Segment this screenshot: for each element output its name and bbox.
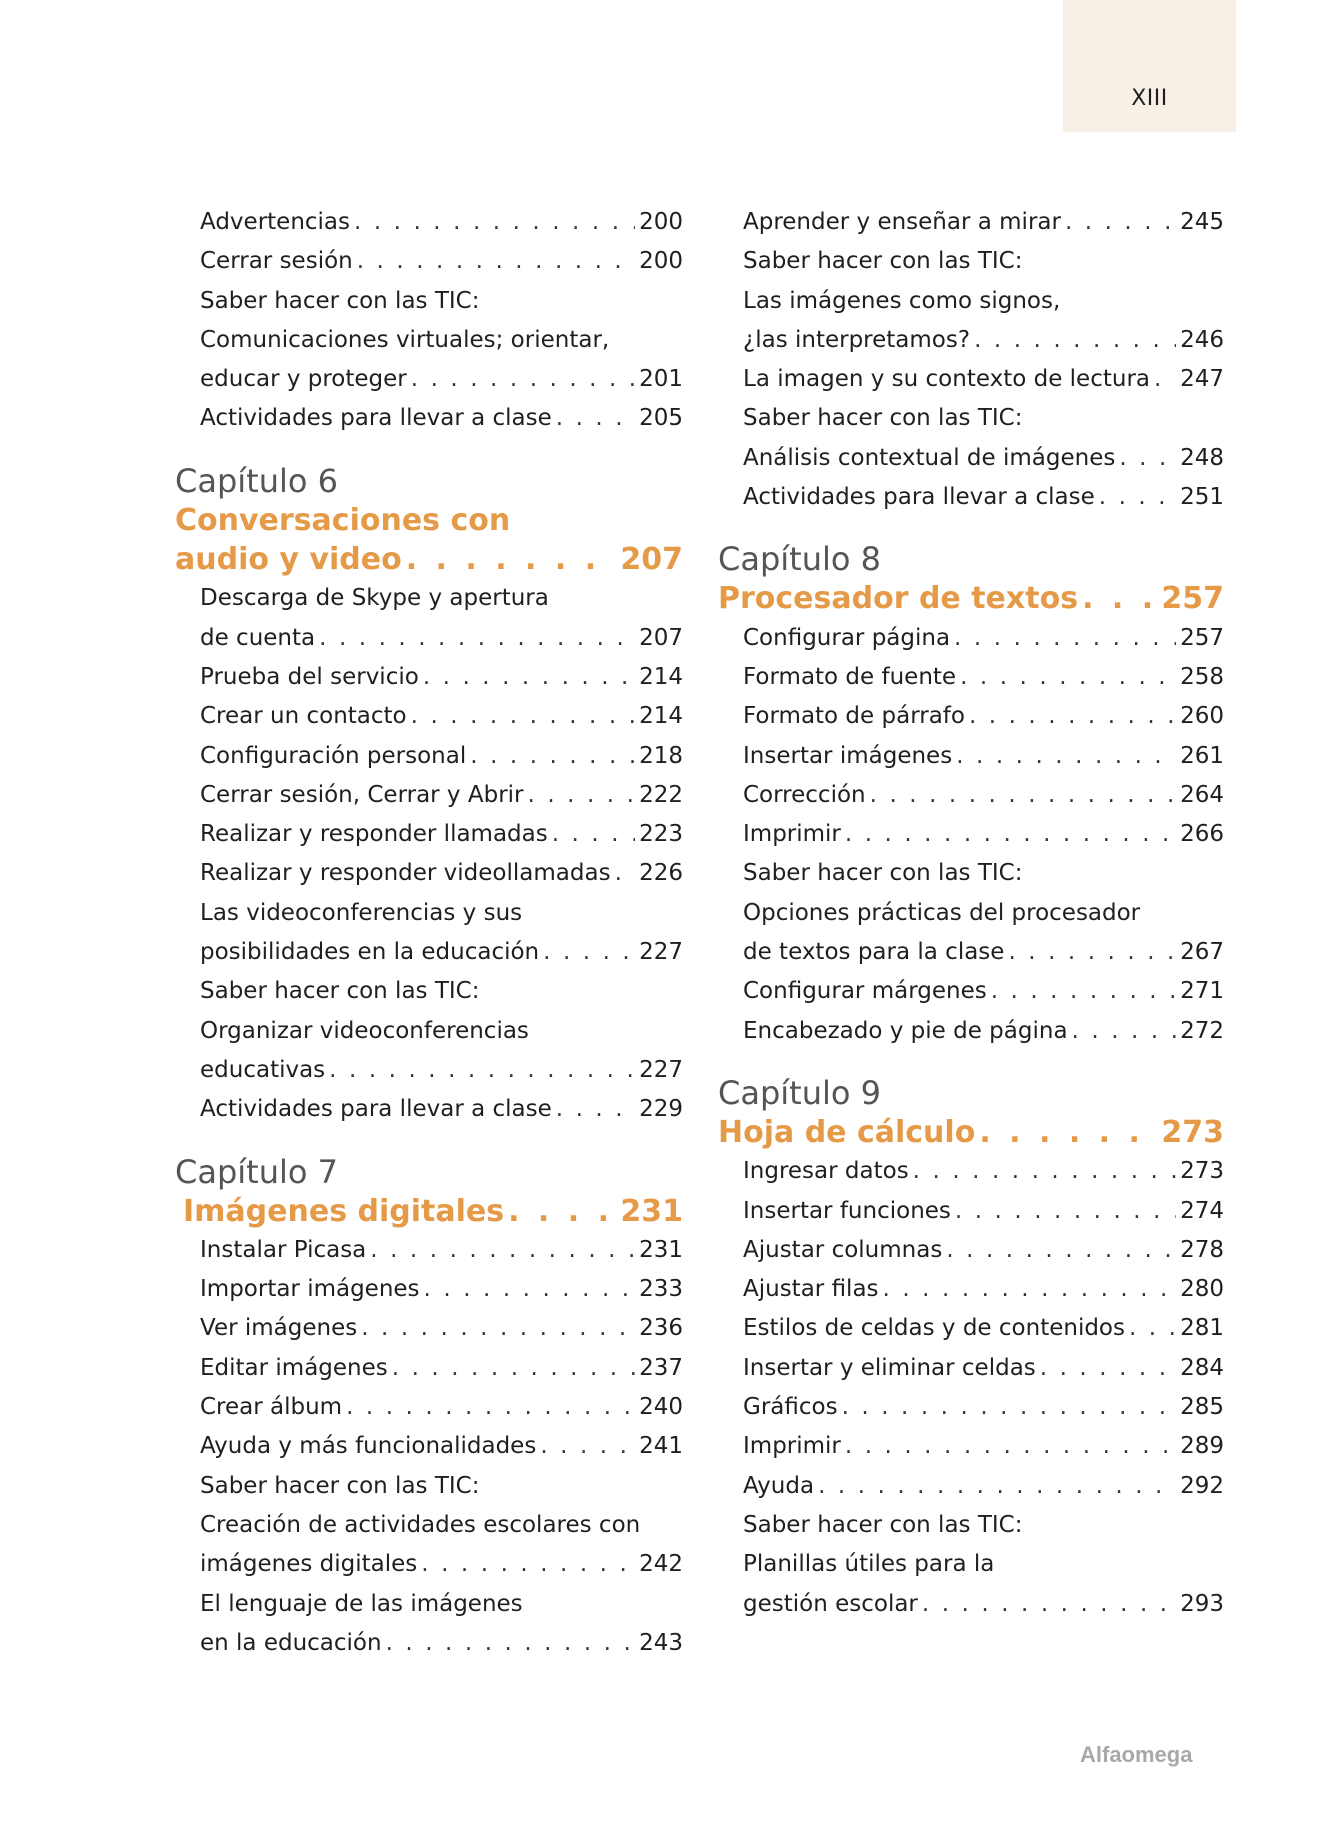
toc-entry	[200, 737, 683, 776]
dot-leader	[556, 399, 635, 438]
toc-entry	[200, 1388, 683, 1427]
toc-entry	[743, 1388, 1224, 1427]
toc-entry	[200, 619, 683, 658]
toc-entry-text: Crear álbum	[200, 1394, 343, 1421]
toc-entry-text: en la educación	[200, 1629, 382, 1656]
toc-entry-text: educar y proteger	[200, 366, 407, 393]
chapter-8-title-row	[718, 579, 1224, 618]
toc-entry-text: Saber hacer con las TIC:	[743, 248, 1023, 275]
toc-entry-page: 214	[639, 663, 683, 690]
toc-entry-page: 271	[1180, 978, 1224, 1005]
toc-entry-page: 266	[1180, 821, 1224, 848]
dot-leader	[913, 1152, 1176, 1191]
toc-entry-page: 258	[1180, 663, 1224, 690]
toc-entry	[743, 1270, 1224, 1309]
dot-leader	[386, 1624, 636, 1663]
toc-entry	[743, 697, 1224, 736]
toc-entry-text: educativas	[200, 1056, 326, 1083]
toc-entry	[743, 619, 1224, 658]
toc-entry	[200, 282, 683, 321]
toc-entry	[200, 1467, 683, 1506]
toc-entry-page: 218	[639, 742, 683, 769]
dot-leader	[991, 972, 1176, 1011]
toc-entry-text: Ayuda y más funcionalidades	[200, 1433, 537, 1460]
toc-entry-page: 247	[1180, 366, 1224, 393]
toc-entry-text: Actividades para llevar a clase	[200, 1096, 552, 1123]
toc-entry	[743, 1545, 1224, 1584]
dot-leader	[922, 1585, 1176, 1624]
toc-entry-text: Creación de actividades escolares con	[200, 1511, 641, 1538]
toc-entry	[200, 579, 683, 618]
dot-leader	[552, 815, 635, 854]
toc-entry-page: 240	[639, 1394, 683, 1421]
toc-entry-text: La imagen y su contexto de lectura	[743, 366, 1151, 393]
dot-leader	[845, 815, 1176, 854]
toc-entry-page: 200	[639, 248, 683, 275]
toc-entry-text: Actividades para llevar a clase	[200, 405, 552, 432]
toc-entry-text: imágenes digitales	[200, 1551, 418, 1578]
toc-entry-text: de textos para la clase	[743, 939, 1005, 966]
toc-entries-chapter-8	[718, 619, 1224, 1051]
toc-entry-page: 273	[1180, 1158, 1224, 1185]
toc-entry-page: 293	[1180, 1590, 1224, 1617]
toc-left-column	[175, 203, 683, 1663]
toc-entry	[743, 242, 1224, 281]
toc-entry-page: 236	[639, 1315, 683, 1342]
toc-entry-page: 292	[1180, 1472, 1224, 1499]
toc-entry-text: Ver imágenes	[200, 1315, 358, 1342]
toc-entry-text: Ajustar columnas	[743, 1236, 943, 1263]
dot-leader	[543, 933, 635, 972]
toc-entry-text: Crear un contacto	[200, 703, 407, 730]
toc-entry	[743, 894, 1224, 933]
dot-leader	[556, 1090, 635, 1129]
toc-entry-page: 243	[639, 1629, 683, 1656]
toc-entry	[743, 1012, 1224, 1051]
toc-entry	[743, 1349, 1224, 1388]
toc-entry-page: 284	[1180, 1354, 1224, 1381]
dot-leader	[528, 776, 636, 815]
toc-entry	[200, 360, 683, 399]
toc-entry	[743, 1506, 1224, 1545]
chapter-8-title: Procesador de textos	[718, 581, 1079, 617]
toc-entry-page: 242	[639, 1551, 683, 1578]
toc-entry	[743, 776, 1224, 815]
toc-entry-text: Advertencias	[200, 209, 351, 235]
toc-entry-page: 222	[639, 781, 683, 808]
toc-entry	[200, 1012, 683, 1051]
toc-entry-text: Ingresar datos	[743, 1158, 909, 1185]
toc-entry-page: 272	[1180, 1017, 1224, 1044]
toc-entry	[200, 1270, 683, 1309]
toc-entry-text: Aprender y enseñar a mirar	[743, 209, 1061, 235]
toc-entry-text: Formato de párrafo	[743, 703, 965, 730]
toc-entry-text: Saber hacer con las TIC:	[743, 860, 1023, 887]
toc-entry-text: Encabezado y pie de página	[743, 1017, 1068, 1044]
toc-entry	[743, 1231, 1224, 1270]
toc-entry	[743, 1427, 1224, 1466]
dot-leader	[969, 697, 1176, 736]
dot-leader	[354, 203, 635, 242]
toc-entry-text: Cerrar sesión	[200, 248, 353, 275]
toc-entries-chapter-6	[175, 579, 683, 1129]
toc-entry	[200, 1585, 683, 1624]
toc-entry-text: Formato de fuente	[743, 663, 957, 690]
toc-entry	[200, 815, 683, 854]
dot-leader	[883, 1270, 1177, 1309]
toc-entry	[200, 894, 683, 933]
dot-leader	[954, 619, 1176, 658]
toc-entry	[743, 1585, 1224, 1624]
toc-entry-page: 251	[1180, 484, 1224, 511]
toc-entry-page: 248	[1180, 444, 1224, 471]
toc-entry	[743, 399, 1224, 438]
toc-entry-text: Imprimir	[743, 821, 841, 848]
chapter-8-label: Capítulo 8	[718, 540, 881, 579]
chapter-9-title-row	[718, 1113, 1224, 1152]
toc-entry	[743, 321, 1224, 360]
dot-leader	[357, 242, 635, 281]
toc-entry-page: 229	[639, 1096, 683, 1123]
dot-leader	[1040, 1349, 1176, 1388]
toc-entry	[743, 972, 1224, 1011]
dot-leader	[1129, 1309, 1176, 1348]
toc-entry	[200, 399, 683, 438]
toc-entry-page: 267	[1180, 939, 1224, 966]
toc-entry-page: 214	[639, 703, 683, 730]
toc-entries-chapter-7	[175, 1231, 683, 1663]
chapter-7-title-row	[175, 1192, 683, 1231]
dot-leader	[421, 1545, 635, 1584]
toc-entry-text: Editar imágenes	[200, 1354, 388, 1381]
toc-entry	[743, 439, 1224, 478]
toc-entry-text: Saber hacer con las TIC:	[743, 405, 1023, 432]
toc-entry-text: Saber hacer con las TIC:	[200, 287, 480, 314]
dot-leader	[956, 737, 1176, 776]
chapter-6-title-line1: Conversaciones con	[175, 502, 511, 538]
dot-leader	[319, 619, 635, 658]
chapter-6-title-row	[175, 540, 683, 579]
toc-entry-page: 246	[1180, 326, 1224, 353]
toc-entry-page: 274	[1180, 1197, 1224, 1224]
toc-entry	[200, 1545, 683, 1584]
dot-leader	[540, 1427, 635, 1466]
dot-leader	[406, 540, 617, 579]
dot-leader	[870, 776, 1176, 815]
dot-leader	[845, 1427, 1176, 1466]
toc-entry-page: 226	[639, 860, 683, 887]
toc-entry-text: Cerrar sesión, Cerrar y Abrir	[200, 781, 524, 808]
dot-leader	[346, 1388, 635, 1427]
toc-entry	[200, 203, 683, 242]
toc-entry	[743, 478, 1224, 517]
dot-leader	[974, 321, 1176, 360]
toc-entry-page: 257	[1180, 624, 1224, 651]
chapter-9-title: Hoja de cálculo	[718, 1114, 976, 1150]
toc-entry-text: Importar imágenes	[200, 1276, 420, 1303]
dot-leader	[508, 1192, 616, 1231]
dot-leader	[1154, 360, 1176, 399]
toc-entry	[200, 658, 683, 697]
toc-entry	[200, 321, 683, 360]
dot-leader	[955, 1192, 1176, 1231]
dot-leader	[1119, 439, 1176, 478]
toc-entry-page: 205	[639, 405, 683, 432]
toc-entries-chapter-9	[718, 1152, 1224, 1624]
toc-entry-page: 264	[1180, 781, 1224, 808]
dot-leader	[1008, 933, 1176, 972]
toc-entry	[743, 933, 1224, 972]
chapter-8-page: 257	[1161, 581, 1224, 617]
toc-entry-text: Corrección	[743, 781, 866, 808]
toc-entry-text: Opciones prácticas del procesador	[743, 899, 1141, 926]
toc-entry-text: Insertar y eliminar celdas	[743, 1354, 1036, 1381]
toc-entry-page: 227	[639, 939, 683, 966]
dot-leader	[411, 697, 635, 736]
toc-entry-text: Planillas útiles para la	[743, 1551, 995, 1578]
toc-entry-page: 261	[1180, 742, 1224, 769]
toc-entry-text: Insertar funciones	[743, 1197, 951, 1224]
toc-entry-text: Las videoconferencias y sus	[200, 899, 523, 926]
toc-entry	[743, 815, 1224, 854]
toc-right-column	[718, 203, 1224, 1624]
toc-entry-text: Saber hacer con las TIC:	[200, 1472, 480, 1499]
dot-leader	[979, 1113, 1157, 1152]
chapter-6-label: Capítulo 6	[175, 461, 338, 500]
toc-entry-page: 200	[639, 209, 683, 235]
toc-entry-text: de cuenta	[200, 624, 316, 651]
dot-leader	[1099, 478, 1176, 517]
toc-entry	[743, 737, 1224, 776]
dot-leader	[361, 1309, 635, 1348]
toc-entry-text: posibilidades en la educación	[200, 939, 540, 966]
toc-entry-text: Comunicaciones virtuales; orientar,	[200, 326, 610, 353]
toc-entry-page: 227	[639, 1056, 683, 1083]
toc-entry-text: Configuración personal	[200, 742, 467, 769]
page-number-tab	[1063, 0, 1236, 132]
toc-entry-text: Gráficos	[743, 1394, 838, 1421]
toc-entry-text: Realizar y responder videollamadas	[200, 860, 611, 887]
toc-entry-page: 241	[639, 1433, 683, 1460]
page-number: XIII	[1131, 86, 1168, 111]
toc-entry	[200, 242, 683, 281]
chapter-6-page: 207	[620, 542, 683, 578]
dot-leader	[1065, 203, 1176, 242]
dot-leader	[424, 1270, 636, 1309]
toc-entry-page: 201	[639, 366, 683, 393]
toc-entry	[200, 1624, 683, 1663]
toc-entry-text: Ayuda	[743, 1472, 815, 1499]
toc-entry-page: 237	[639, 1354, 683, 1381]
toc-entry-page: 278	[1180, 1236, 1224, 1263]
toc-entry-page: 260	[1180, 703, 1224, 730]
toc-entry-text: Análisis contextual de imágenes	[743, 444, 1116, 471]
toc-entry-page: 223	[639, 821, 683, 848]
toc-entry-text: Insertar imágenes	[743, 742, 953, 769]
dot-leader	[615, 854, 636, 893]
toc-entry-text: Saber hacer con las TIC:	[743, 1511, 1023, 1538]
toc-entry-page: 207	[639, 624, 683, 651]
publisher-logo: Alfaomega	[1080, 1742, 1193, 1767]
toc-entry	[200, 854, 683, 893]
dot-leader	[470, 737, 635, 776]
toc-entry-text: Actividades para llevar a clase	[743, 484, 1095, 511]
toc-entry	[743, 658, 1224, 697]
toc-entry-page: 231	[639, 1236, 683, 1263]
toc-entries-left-pre	[175, 203, 683, 439]
chapter-9-label: Capítulo 9	[718, 1073, 881, 1112]
toc-entry-text: Estilos de celdas y de contenidos	[743, 1315, 1125, 1342]
toc-entry-text: Realizar y responder llamadas	[200, 821, 548, 848]
toc-entry-text: Instalar Picasa	[200, 1236, 367, 1263]
toc-entry-text: Prueba del servicio	[200, 663, 419, 690]
toc-entry	[200, 933, 683, 972]
chapter-9-page: 273	[1161, 1114, 1224, 1150]
toc-entry	[200, 1090, 683, 1129]
dot-leader	[411, 360, 635, 399]
toc-entry-text: Saber hacer con las TIC:	[200, 978, 480, 1005]
dot-leader	[329, 1051, 635, 1090]
toc-entry-text: ¿las interpretamos?	[743, 326, 971, 353]
toc-entries-right-pre	[718, 203, 1224, 517]
toc-entry	[200, 697, 683, 736]
dot-leader	[818, 1467, 1176, 1506]
dot-leader	[1072, 1012, 1177, 1051]
chapter-7-label: Capítulo 7	[175, 1152, 338, 1191]
dot-leader	[1082, 579, 1157, 618]
toc-entry	[200, 776, 683, 815]
toc-entry	[200, 1309, 683, 1348]
dot-leader	[842, 1388, 1177, 1427]
toc-entry-text: Configurar página	[743, 624, 951, 651]
toc-entry-text: Imprimir	[743, 1433, 841, 1460]
toc-entry	[743, 360, 1224, 399]
dot-leader	[423, 658, 635, 697]
toc-entry	[200, 1349, 683, 1388]
toc-entry	[743, 1309, 1224, 1348]
toc-entry	[743, 1192, 1224, 1231]
chapter-7-page: 231	[620, 1193, 683, 1229]
toc-entry	[743, 282, 1224, 321]
toc-entry-text: gestión escolar	[743, 1590, 918, 1617]
toc-entry-text: El lenguaje de las imágenes	[200, 1590, 523, 1617]
toc-entry-page: 245	[1180, 209, 1224, 235]
toc-entry	[743, 854, 1224, 893]
dot-leader	[392, 1349, 635, 1388]
chapter-7-title: Imágenes digitales	[183, 1193, 505, 1229]
toc-entry	[743, 1152, 1224, 1191]
toc-entry-page: 233	[639, 1276, 683, 1303]
toc-entry-page: 285	[1180, 1394, 1224, 1421]
toc-entry-page: 281	[1180, 1315, 1224, 1342]
dot-leader	[370, 1231, 635, 1270]
toc-entry	[743, 1467, 1224, 1506]
toc-entry	[200, 972, 683, 1011]
toc-entry-page: 289	[1180, 1433, 1224, 1460]
dot-leader	[946, 1231, 1176, 1270]
toc-entry-text: Ajustar filas	[743, 1276, 879, 1303]
toc-entry	[743, 203, 1224, 242]
toc-entry-page: 280	[1180, 1276, 1224, 1303]
toc-entry-text: Organizar videoconferencias	[200, 1017, 529, 1044]
toc-entry	[200, 1231, 683, 1270]
toc-entry-text: Configurar márgenes	[743, 978, 987, 1005]
dot-leader	[960, 658, 1176, 697]
toc-entry	[200, 1506, 683, 1545]
toc-entry-text: Las imágenes como signos,	[743, 287, 1061, 314]
toc-entry	[200, 1427, 683, 1466]
chapter-6-title-line2: audio y video	[175, 542, 402, 578]
toc-entry-text: Descarga de Skype y apertura	[200, 585, 549, 612]
toc-entry	[200, 1051, 683, 1090]
